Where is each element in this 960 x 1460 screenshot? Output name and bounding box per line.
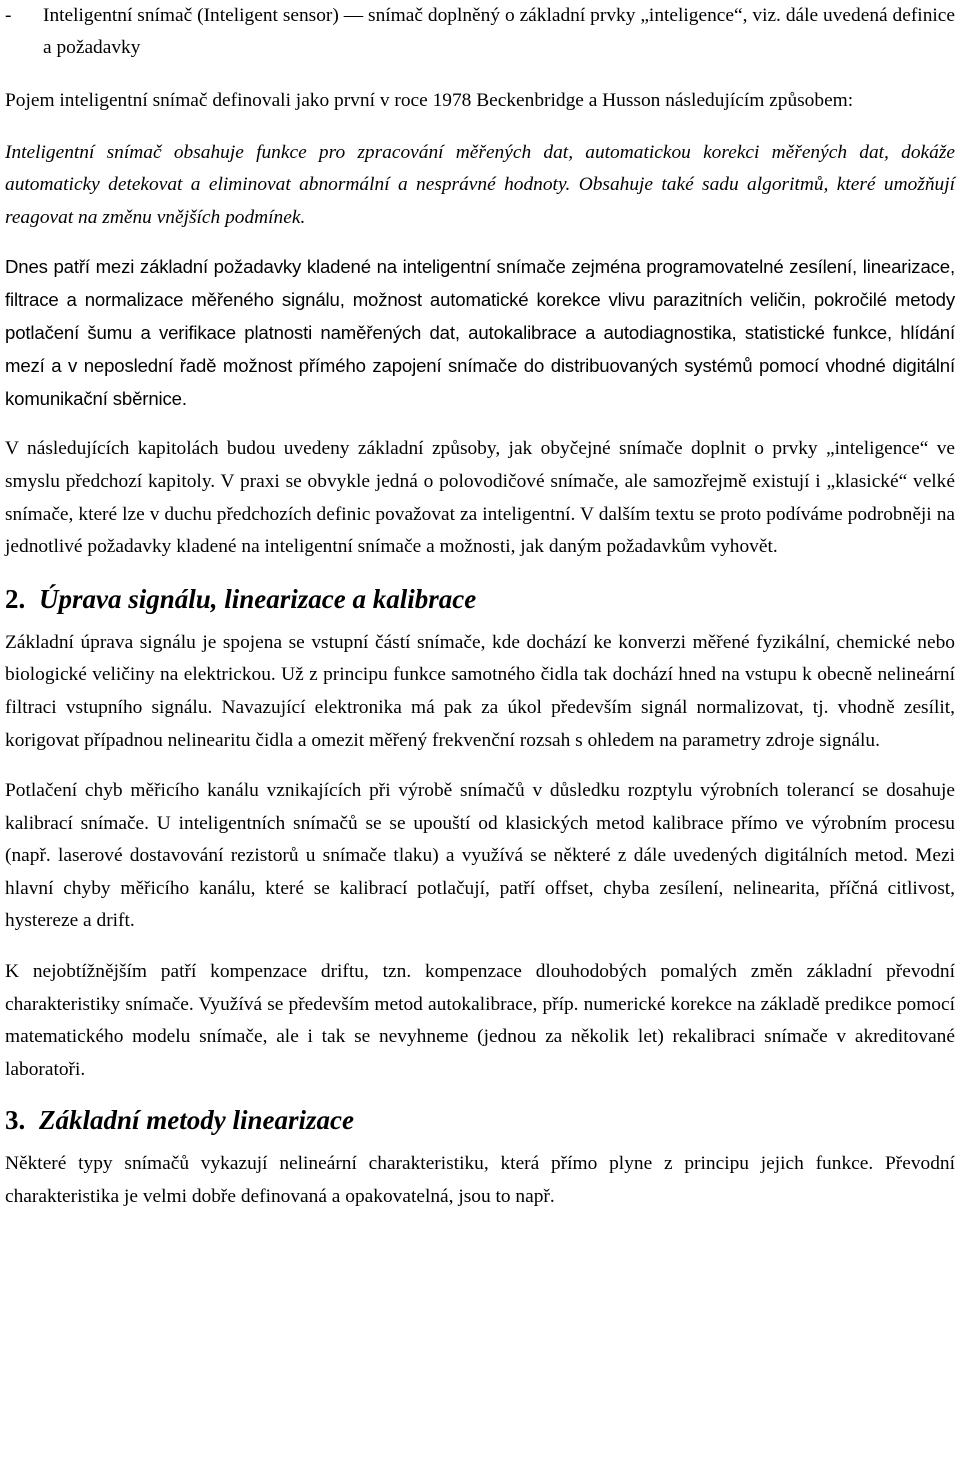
section-heading-2	[5, 581, 955, 617]
section2-paragraph-1: Základní úprava signálu je spojena se vstupní částí snímače, kde dochází ke konverzi měřené fyzikální, chemické nebo biologické veličiny na elektrickou. Už z principu funkce samotného čidla tak dochází hned na vstupu k obecně nelineární filtraci vstupního signálu. Navazující elektronika má pak za úkol především signál normalizovat, tj. vhodně zesílit, korigovat případnou nelinearitu čidla a omezit měřený frekvenční rozsah s ohledem na parametry zdroje signálu.	[5, 631, 955, 751]
document-page	[5, 0, 955, 1214]
section2-paragraph-2: Potlačení chyb měřicího kanálu vznikajících při výrobě snímačů v důsledku rozptylu výrobních tolerancí se dosahuje kalibrací snímače. U inteligentních snímačů se se upouští od klasických metod kalibrace přímo ve výrobním procesu (např. laserové dostavování rezistorů u snímače tlaku) a využívá se některé z dále uvedených digitálních metod. Mezi hlavní chyby měřicího kanálu, které se kalibrací potlačují, patří offset, chyba zesílení, nelinearita, příčná citlivost, hystereze a drift.	[5, 780, 955, 932]
section2-paragraph-3: K nejobtížnějším patří kompenzace driftu, tzn. kompenzace dlouhodobých pomalých změn základní převodní charakteristiky snímače. Využívá se především metod autokalibrace, příp. numerické korekce na základě predikce pomocí matematického modelu snímače, ale i tak se nevyhneme (jednou za několik let) rekalibraci snímače v akreditované laboratoři.	[5, 961, 955, 1080]
intro-paragraph: Pojem inteligentní snímač definovali jako první v roce 1978 Beckenbridge a Husson následujícím způsobem:	[5, 90, 854, 111]
definition-quote: Inteligentní snímač obsahuje funkce pro zpracování měřených dat, automatickou korekci měřených dat, dokáže automaticky detekovat a eliminovat abnormální a nesprávné hodnoty. Obsahuje také sadu algoritmů, které umožňují reagovat na změnu vnějších podmínek.	[5, 141, 955, 228]
section-heading-3	[5, 1102, 955, 1138]
bullet-text: Inteligentní snímač (Inteligent sensor) — snímač doplněný o základní prvky „inteligence“, viz. dále uvedená definice a požadavky	[43, 5, 955, 58]
chapters-intro-paragraph: V následujících kapitolách budou uvedeny základní způsoby, jak obyčejné snímače doplnit o prvky „inteligence“ ve smyslu předchozí kapitoly. V praxi se obvykle jedná o polovodičové snímače, ale samozřejmě existují i „klasické“ velké snímače, které lze v duchu předchozích definic považovat za inteligentní. V dalším textu se proto podíváme podrobněji na jednotlivé požadavky kladené na inteligentní snímače a možnosti, jak daným požadavkům vyhovět.	[5, 438, 955, 558]
section-number: 2.	[5, 583, 26, 614]
bullet-item-inteligentni-snimac	[5, 0, 955, 64]
requirements-paragraph: Dnes patří mezi základní požadavky kladené na inteligentní snímače zejména programovatelné zesílení, linearizace, filtrace a normalizace měřeného signálu, možnost automatické korekce vlivu parazitních veličin, pokročilé metody potlačení šumu a verifikace platnosti naměřených dat, autokalibrace a autodiagnostika, statistické funkce, hlídání mezí a v neposlední řadě možnost přímého zapojení snímače do distribuovaných systémů pomocí vhodné digitální komunikační sběrnice.	[5, 256, 955, 409]
section-title: Úprava signálu, linearizace a kalibrace	[39, 583, 477, 614]
section3-paragraph-1: Některé typy snímačů vykazují nelineární charakteristiku, která přímo plyne z principu jejich funkce. Převodní charakteristika je velmi dobře definovaná a opakovatelná, jsou to např.	[5, 1153, 955, 1208]
section-number: 3.	[5, 1105, 26, 1136]
section-title: Základní metody linearizace	[39, 1105, 354, 1136]
bullet-dash: -	[5, 5, 12, 26]
